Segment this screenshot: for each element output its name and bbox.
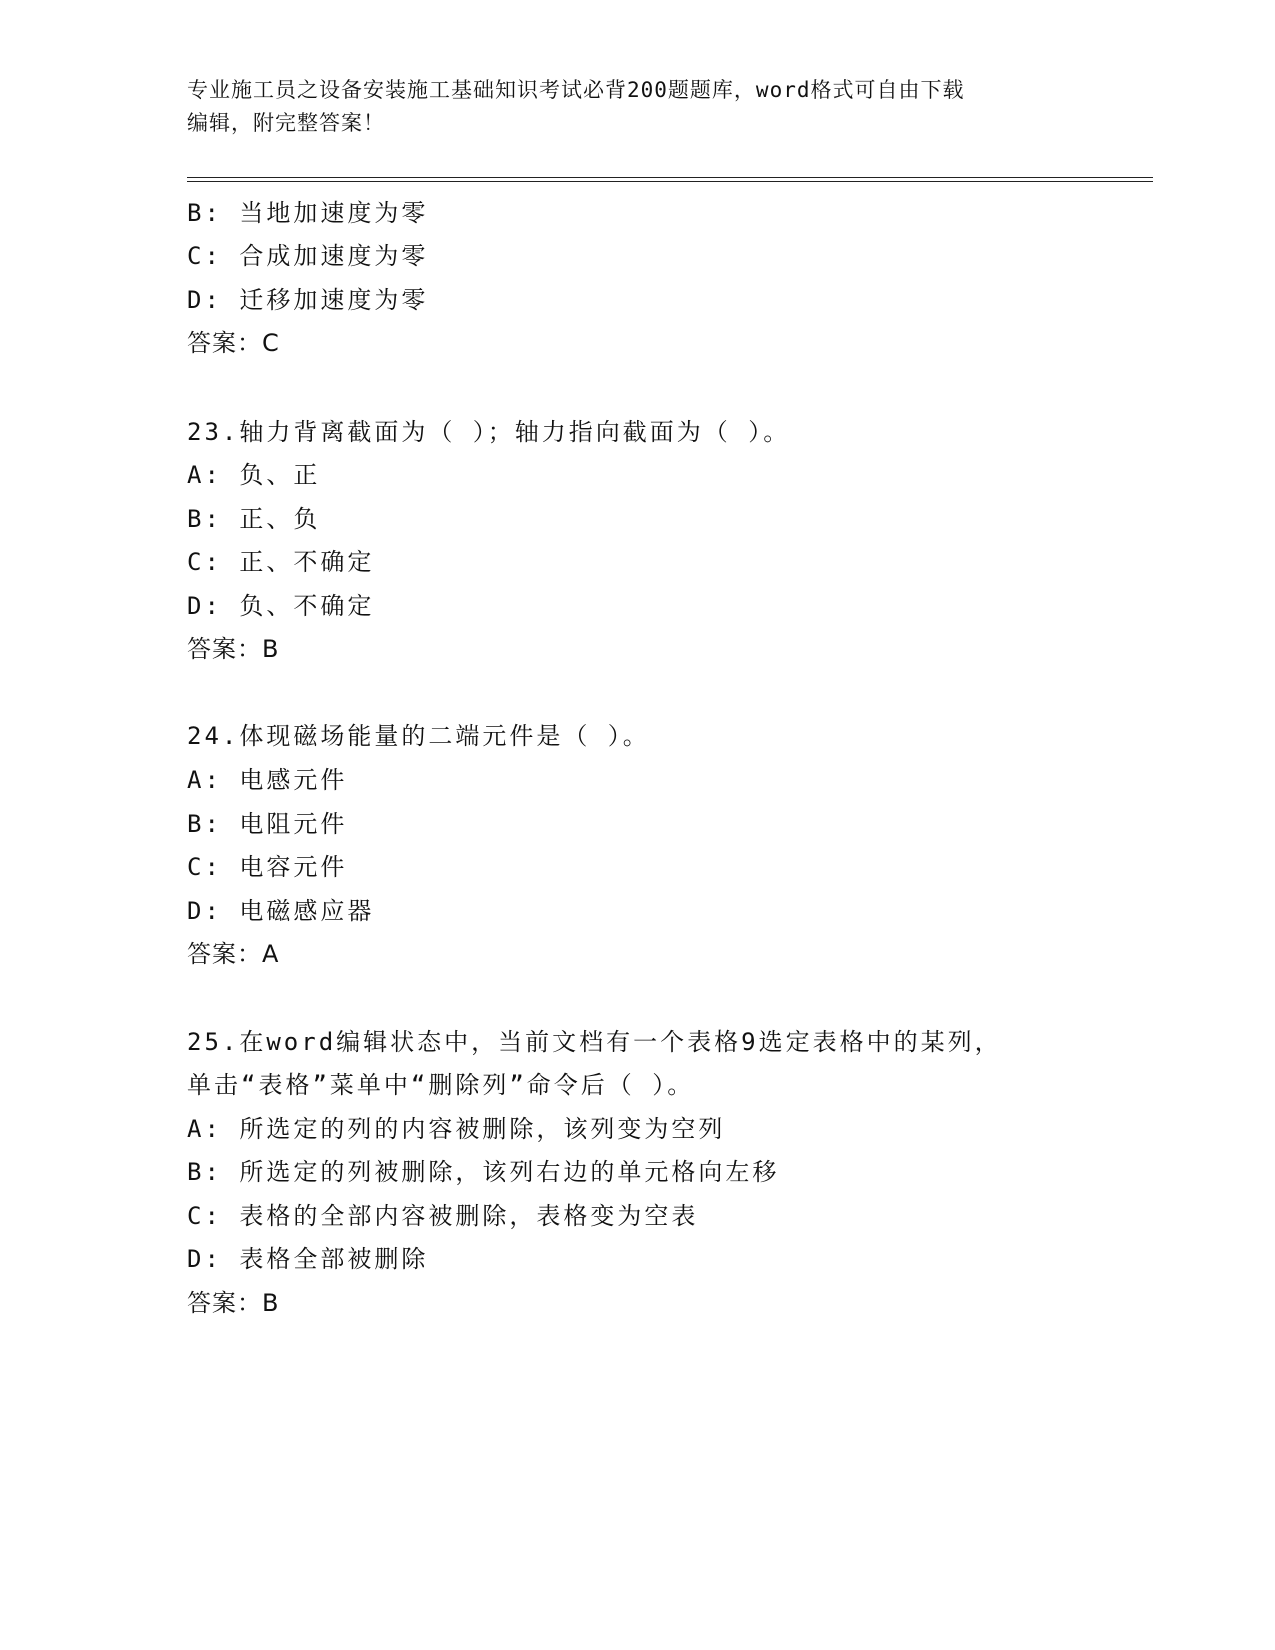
q24-option-a: A: 电感元件 xyxy=(187,766,348,794)
q24-option-b: B: 电阻元件 xyxy=(187,810,348,838)
document-header xyxy=(187,74,1087,140)
q24-option-d: D: 电磁感应器 xyxy=(187,897,375,925)
q23-option-b: B: 正、负 xyxy=(187,505,321,533)
q23-answer: 答案：B xyxy=(187,635,280,663)
q22-option-d: D: 迁移加速度为零 xyxy=(187,286,429,314)
header-line-1: 专业施工员之设备安装施工基础知识考试必背200题题库，word格式可自由下载 xyxy=(187,78,965,102)
q24-question: 24.体现磁场能量的二端元件是（ ）。 xyxy=(187,722,650,750)
q25-question-line-1: 25.在word编辑状态中，当前文档有一个表格9选定表格中的某列， xyxy=(187,1028,1002,1056)
header-rule-top xyxy=(187,177,1153,178)
q22-option-c: C: 合成加速度为零 xyxy=(187,242,429,270)
header-line-2: 编辑，附完整答案！ xyxy=(187,111,385,135)
q24-option-c: C: 电容元件 xyxy=(187,853,348,881)
q23-option-a: A: 负、正 xyxy=(187,461,321,489)
q23-option-c: C: 正、不确定 xyxy=(187,548,375,576)
q22-option-b: B: 当地加速度为零 xyxy=(187,199,429,227)
q25-question-line-2: 单击“表格”菜单中“删除列”命令后（ ）。 xyxy=(187,1071,695,1099)
q25-answer: 答案：B xyxy=(187,1289,280,1317)
header-rule-bottom xyxy=(187,181,1153,182)
q22-answer: 答案：C xyxy=(187,329,280,357)
q25-option-d: D: 表格全部被删除 xyxy=(187,1245,429,1273)
q23-question: 23.轴力背离截面为（ ）；轴力指向截面为（ ）。 xyxy=(187,418,791,446)
q24-answer: 答案：A xyxy=(187,940,280,968)
q25-option-a: A: 所选定的列的内容被删除，该列变为空列 xyxy=(187,1115,726,1143)
q25-option-c: C: 表格的全部内容被删除，表格变为空表 xyxy=(187,1202,699,1230)
q25-option-b: B: 所选定的列被删除，该列右边的单元格向左移 xyxy=(187,1158,780,1186)
q23-option-d: D: 负、不确定 xyxy=(187,592,375,620)
